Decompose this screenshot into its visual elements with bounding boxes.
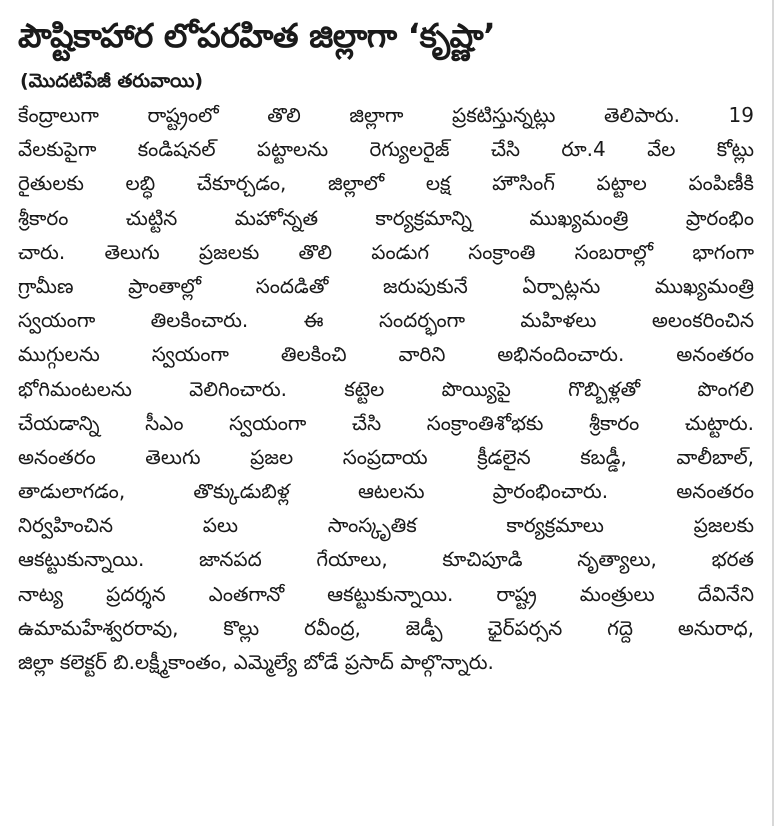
- continued-from-front-page-note: (మొదటిపేజీ తరువాయి): [20, 70, 204, 92]
- body-line: అనంతరం తెలుగు ప్రజల సంప్రదాయ క్రీడలైన కబడ్డీ, వాలీబాల్,: [18, 444, 754, 469]
- body-line: తాడులాగడం, తొక్కుడుబిళ్ల ఆటలను ప్రారంభించారు. అనంతరం: [18, 479, 754, 504]
- article-body: [18, 98, 754, 679]
- body-line: నాట్య ప్రదర్శన ఎంతగానో ఆకట్టుకున్నాయి. రాష్ట్ర మంత్రులు దేవినేని: [18, 581, 754, 606]
- body-line: నిర్వహించిన పలు సాంస్కృతిక కార్యక్రమాలు ప్రజలకు: [18, 513, 754, 538]
- body-line: వేలకుపైగా కండిషనల్ పట్టాలను రెగ్యులరైజ్ చేసి రూ.4 వేల కోట్లు: [18, 137, 754, 162]
- body-line: కేంద్రాలుగా రాష్ట్రంలో తొలి జిల్లాగా ప్రకటిస్తున్నట్లు తెలిపారు. 19: [18, 103, 754, 127]
- article-headline: పౌష్టికాహార లోపరహిత జిల్లాగా ‘కృష్ణా’: [18, 16, 496, 55]
- body-line: చారు. తెలుగు ప్రజలకు తొలి పండుగ సంక్రాంతి సంబరాల్లో భాగంగా: [18, 239, 754, 264]
- body-line: ఆకట్టుకున్నాయి. జానపద గేయాలు, కూచిపూడి నృత్యాలు, భరత: [18, 547, 754, 572]
- body-line: రైతులకు లబ్ధి చేకూర్చడం, జిల్లాలో లక్ష హౌసింగ్ పట్టాల పంపిణీకి: [18, 171, 754, 196]
- body-line: గ్రామీణ ప్రాంతాల్లో సందడితో జరుపుకునే ఏర్పాట్లను ముఖ్యమంత్రి: [18, 273, 754, 298]
- body-line: భోగిమంటలను వెలిగించారు. కట్టెల పొయ్యిపై గొబ్బిళ్లతో పొంగలి: [18, 376, 754, 401]
- body-line: స్వయంగా తిలకించారు. ఈ సందర్భంగా మహిళలు అలంకరించిన: [18, 308, 754, 333]
- body-line: జిల్లా కలెక్టర్ బి.లక్ష్మీకాంతం, ఎమ్మెల్యే బోడే ప్రసాద్ పాల్గొన్నారు.: [18, 650, 494, 674]
- body-line: ఉమామహేశ్వరరావు, కొల్లు రవీంద్ర, జెడ్పీ ఛైర్‌పర్సన గద్దె అనురాధ,: [18, 615, 754, 640]
- body-line: శ్రీకారం చుట్టిన మహోన్నత కార్యక్రమాన్ని ముఖ్యమంత్రి ప్రారంభిం: [18, 205, 754, 230]
- body-line: చేయడాన్ని సీఎం స్వయంగా చేసి సంక్రాంతిశోభకు శ్రీకారం చుట్టారు.: [18, 410, 754, 435]
- body-line: ముగ్గులను స్వయంగా తిలకించి వారిని అభినందించారు. అనంతరం: [18, 342, 754, 367]
